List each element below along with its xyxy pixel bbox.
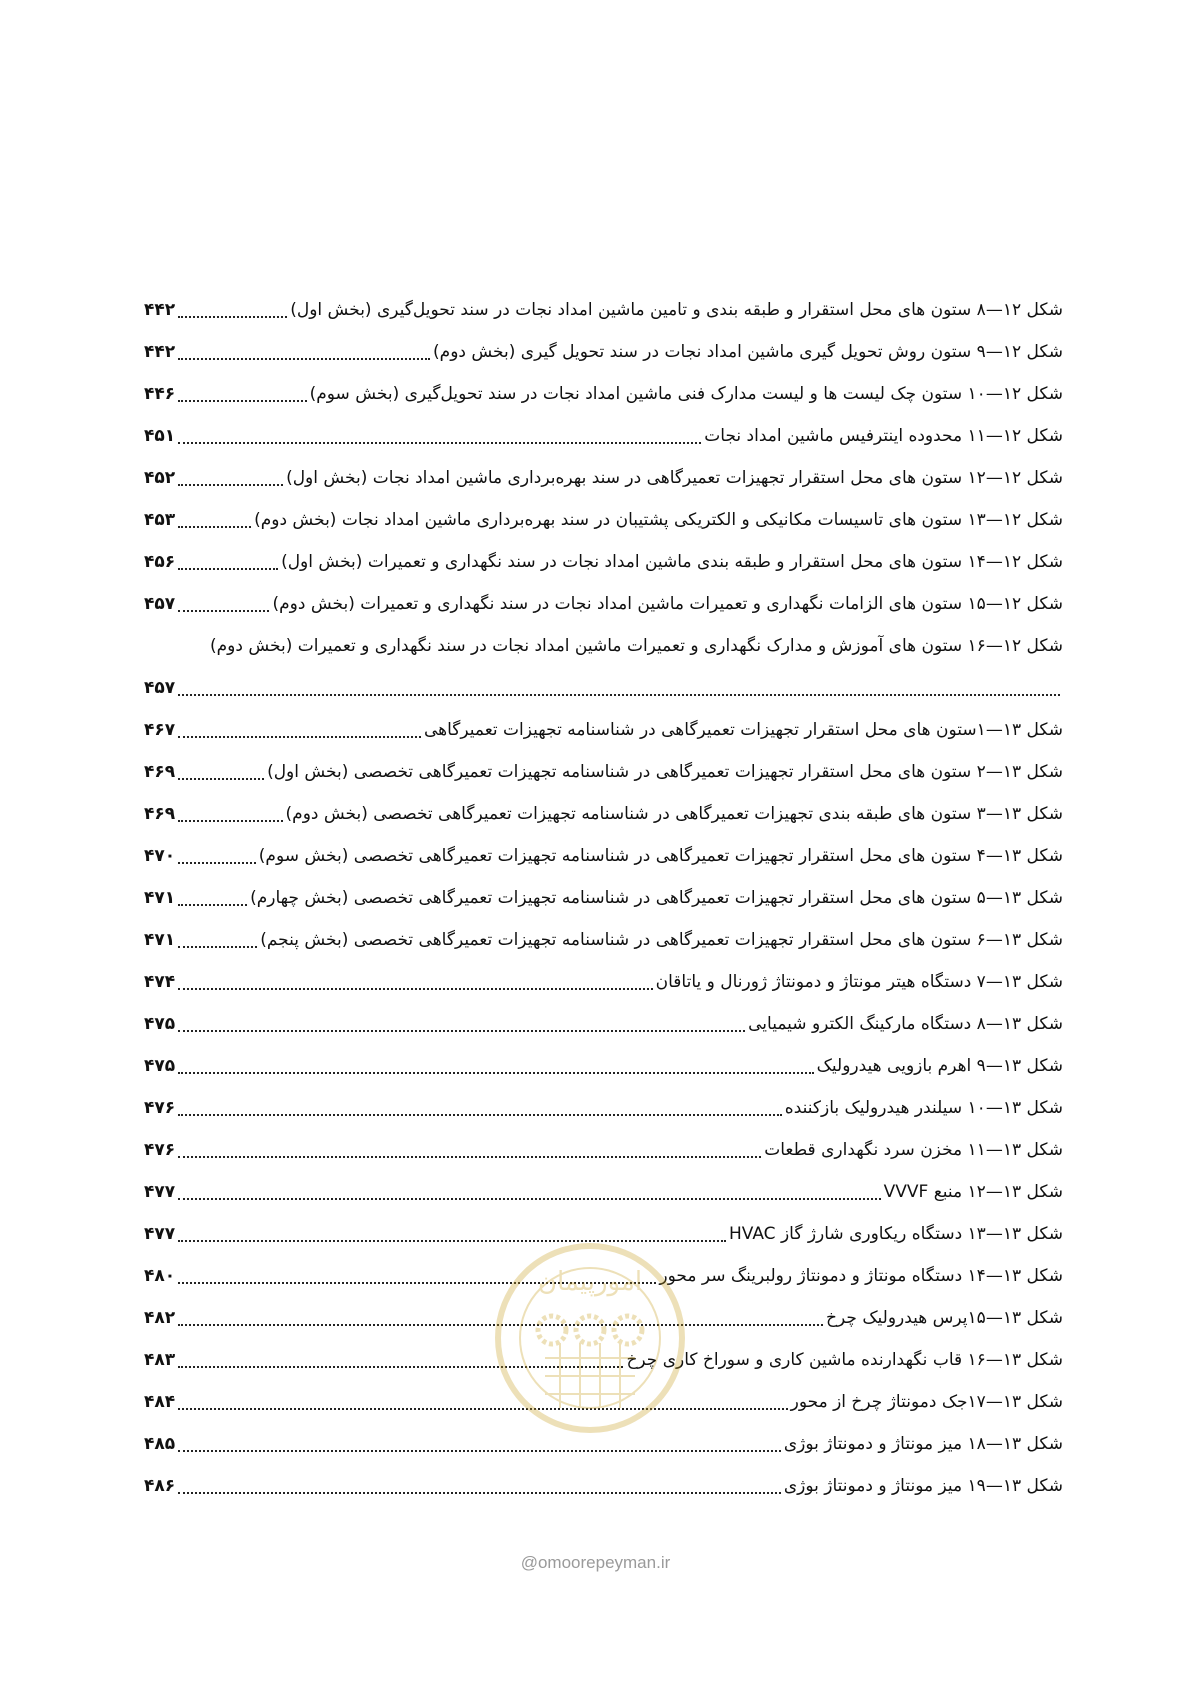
dot-leader [178, 588, 269, 612]
toc-entry[interactable] [144, 504, 1063, 546]
toc-entry-page-number: ۴۷۶ [144, 1098, 176, 1118]
dot-leader [178, 546, 278, 570]
toc-entry-page-number: ۴۴۶ [144, 384, 176, 404]
toc-entry[interactable] [144, 714, 1063, 756]
dot-leader [178, 1134, 761, 1158]
dot-leader [178, 1092, 782, 1116]
toc-entry-title: شکل ۱۳—۱۴ دستگاه مونتاژ و دمونتاژ رولبرینگ سر محور [659, 1266, 1063, 1286]
dot-leader [178, 336, 430, 360]
toc-entry[interactable] [144, 588, 1063, 630]
toc-entry-page-number: ۴۵۶ [144, 552, 176, 572]
toc-entry-page-number: ۴۷۷ [144, 1182, 176, 1202]
footer-website[interactable]: @omoorepeyman.ir [520, 1553, 671, 1572]
toc-entry-page-number: ۴۵۳ [144, 510, 176, 530]
dot-leader [178, 798, 282, 822]
toc-entry[interactable] [144, 1008, 1063, 1050]
toc-entry-page-number: ۴۴۲ [144, 342, 176, 362]
toc-entry-page-number: ۴۸۴ [144, 1392, 176, 1412]
toc-entry-page-number: ۴۷۰ [144, 846, 176, 866]
dot-leader [178, 672, 1060, 696]
dot-leader [178, 1344, 623, 1368]
toc-entry-title: شکل ۱۲—۸ ستون های محل استقرار و طبقه بندی و تامین ماشین امداد نجات در سند تحویل‌گیری (بخش اول) [290, 300, 1063, 320]
toc-entry-page-number: ۴۷۷ [144, 1224, 176, 1244]
toc-entry-page-number: ۴۵۱ [144, 426, 176, 446]
toc-entry[interactable] [144, 882, 1063, 924]
dot-leader [178, 924, 257, 948]
toc-entry[interactable] [144, 1428, 1063, 1470]
toc-entry-title: شکل ۱۲—۱۱ محدوده اینترفیس ماشین امداد نجات [704, 426, 1063, 446]
dot-leader [178, 1260, 656, 1284]
toc-entry-title: شکل ۱۳—۷ دستگاه هیتر مونتاژ و دمونتاژ ژورنال و یاتاقان [655, 972, 1063, 992]
dot-leader [178, 294, 287, 318]
toc-entry-title: شکل ۱۲—۱۶ ستون های آموزش و مدارک نگهداری و تعمیرات ماشین امداد نجات در سند نگهداری و تعمیرات (بخش دوم) [210, 636, 1063, 656]
toc-entry-page-number: ۴۶۹ [144, 804, 176, 824]
toc-entry[interactable] [144, 1092, 1063, 1134]
toc-entry-page-number: ۴۸۲ [144, 1308, 176, 1328]
toc-entry-title: شکل ۱۳—۱۱ مخزن سرد نگهداری قطعات [764, 1140, 1063, 1160]
toc-entry-title: شکل ۱۳—۱۳ دستگاه ریکاوری شارژ گاز HVAC [729, 1224, 1063, 1244]
toc-entry[interactable] [144, 1218, 1063, 1260]
dot-leader [178, 462, 283, 486]
toc-entry-page-number: ۴۸۳ [144, 1350, 176, 1370]
dot-leader [178, 966, 653, 990]
dot-leader [178, 504, 251, 528]
watermark-logo-text: امورپیمان [537, 1267, 643, 1297]
toc-entry[interactable] [144, 840, 1063, 882]
dot-leader [178, 1386, 787, 1410]
toc-entry-page-number: ۴۸۵ [144, 1434, 176, 1454]
toc-entry[interactable] [144, 1470, 1063, 1512]
dot-leader [178, 1428, 781, 1452]
toc-entry-page-number: ۴۵۲ [144, 468, 176, 488]
dot-leader [178, 1470, 781, 1494]
toc-entry[interactable] [144, 630, 1063, 714]
toc-entry[interactable] [144, 1050, 1063, 1092]
toc-entry[interactable] [144, 1386, 1063, 1428]
toc-entry-page-number: ۴۴۲ [144, 300, 176, 320]
toc-entry-title: شکل ۱۳—۱۹ میز مونتاژ و دمونتاژ بوژی [783, 1476, 1063, 1496]
dot-leader [178, 1218, 726, 1242]
toc-entry-title: شکل ۱۲—۱۰ ستون چک لیست ها و لیست مدارک فنی ماشین امداد نجات در سند تحویل‌گیری (بخش سوم) [309, 384, 1063, 404]
toc-entry-page-number: ۴۷۴ [144, 972, 176, 992]
toc-entry-page-number: ۴۵۷ [144, 678, 176, 698]
toc-entry-page-number: ۴۷۵ [144, 1014, 176, 1034]
toc-entry[interactable] [144, 1176, 1063, 1218]
toc-entry[interactable] [144, 966, 1063, 1008]
toc-entry-page-number: ۴۸۶ [144, 1476, 176, 1496]
toc-entry-page-number: ۴۵۷ [144, 594, 176, 614]
dot-leader [178, 1302, 823, 1326]
toc-entry-title: شکل ۱۳—۱۶ قاب نگهدارنده ماشین کاری و سوراخ کاری چرخ [626, 1350, 1063, 1370]
toc-entry-title: شکل ۱۳—۱۰ سیلندر هیدرولیک بازکننده [784, 1098, 1063, 1118]
toc-entry[interactable] [144, 336, 1063, 378]
toc-entry[interactable] [144, 756, 1063, 798]
toc-entry-page-number: ۴۷۱ [144, 930, 176, 950]
dot-leader [178, 840, 256, 864]
toc-entry-title: شکل ۱۳—۱۷جک دمونتاژ چرخ از محور [790, 1392, 1063, 1412]
toc-entry-title: شکل ۱۲—۱۳ ستون های تاسیسات مکانیکی و الکتریکی پشتیبان در سند بهره‌برداری ماشین امداد نجات (بخش دوم) [254, 510, 1063, 530]
toc-entry-title: شکل ۱۳—۶ ستون های محل استقرار تجهیزات تعمیرگاهی در شناسنامه تجهیزات تعمیرگاهی تخصصی (بخش پنجم) [260, 930, 1063, 950]
dot-leader [178, 882, 247, 906]
toc-entry-title: شکل ۱۲—۱۲ ستون های محل استقرار تجهیزات تعمیرگاهی در سند بهره‌برداری ماشین امداد نجات (بخش اول) [286, 468, 1063, 488]
toc-entry-page-number: ۴۷۶ [144, 1140, 176, 1160]
toc-entry[interactable] [144, 378, 1063, 420]
toc-entry[interactable] [144, 1302, 1063, 1344]
toc-entry[interactable] [144, 798, 1063, 840]
toc-entry-title: شکل ۱۳—۱ستون های محل استقرار تجهیزات تعمیرگاهی در شناسنامه تجهیزات تعمیرگاهی [423, 720, 1063, 740]
toc-entry[interactable] [144, 1260, 1063, 1302]
toc-entry-title: شکل ۱۳—۳ ستون های طبقه بندی تجهیزات تعمیرگاهی در شناسنامه تجهیزات تعمیرگاهی تخصصی (بخش دوم) [285, 804, 1063, 824]
toc-entry-page-number: ۴۷۵ [144, 1056, 176, 1076]
toc-entry-title: شکل ۱۳—۵ ستون های محل استقرار تجهیزات تعمیرگاهی در شناسنامه تجهیزات تعمیرگاهی تخصصی (بخش چهارم) [250, 888, 1063, 908]
toc-entry-title: شکل ۱۳—۱۸ میز مونتاژ و دمونتاژ بوژی [783, 1434, 1063, 1454]
toc-entry[interactable] [144, 294, 1063, 336]
dot-leader [178, 1050, 814, 1074]
dot-leader [178, 756, 264, 780]
toc-entry-continuation [144, 672, 1063, 714]
toc-entry[interactable] [144, 420, 1063, 462]
toc-entry[interactable] [144, 462, 1063, 504]
toc-entry[interactable] [144, 1134, 1063, 1176]
toc-entry-title: شکل ۱۳—۲ ستون های محل استقرار تجهیزات تعمیرگاهی در شناسنامه تجهیزات تعمیرگاهی تخصصی (بخش اول) [267, 762, 1063, 782]
table-of-figures [144, 294, 1063, 1512]
toc-entry-page-number: ۴۸۰ [144, 1266, 176, 1286]
dot-leader [178, 1176, 881, 1200]
toc-entry-title: شکل ۱۳—۴ ستون های محل استقرار تجهیزات تعمیرگاهی در شناسنامه تجهیزات تعمیرگاهی تخصصی (بخش سوم) [258, 846, 1063, 866]
toc-entry-title: شکل ۱۲—۱۴ ستون های محل استقرار و طبقه بندی ماشین امداد نجات در سند نگهداری و تعمیرات (بخش اول) [281, 552, 1063, 572]
toc-entry-page-number: ۴۶۹ [144, 762, 176, 782]
toc-entry[interactable] [144, 546, 1063, 588]
toc-entry-title: شکل ۱۲—۱۵ ستون های الزامات نگهداری و تعمیرات ماشین امداد نجات در سند نگهداری و تعمیرات (بخش دوم) [272, 594, 1063, 614]
toc-entry-title: شکل ۱۲—۹ ستون روش تحویل گیری ماشین امداد نجات در سند تحویل گیری (بخش دوم) [433, 342, 1063, 362]
toc-entry-page-number: ۴۶۷ [144, 720, 176, 740]
toc-entry[interactable] [144, 924, 1063, 966]
dot-leader [178, 420, 701, 444]
dot-leader [178, 1008, 745, 1032]
toc-entry-title: شکل ۱۳—۱۵پرس هیدرولیک چرخ [826, 1308, 1063, 1328]
toc-entry-title: شکل ۱۳—۹ اهرم بازویی هیدرولیک [816, 1056, 1063, 1076]
toc-entry-title: شکل ۱۳—۱۲ منبع VVVF [883, 1182, 1063, 1202]
dot-leader [178, 714, 421, 738]
toc-entry-title: شکل ۱۳—۸ دستگاه مارکینگ الکترو شیمیایی [748, 1014, 1063, 1034]
dot-leader [178, 378, 306, 402]
toc-entry[interactable] [144, 1344, 1063, 1386]
toc-entry-page-number: ۴۷۱ [144, 888, 176, 908]
